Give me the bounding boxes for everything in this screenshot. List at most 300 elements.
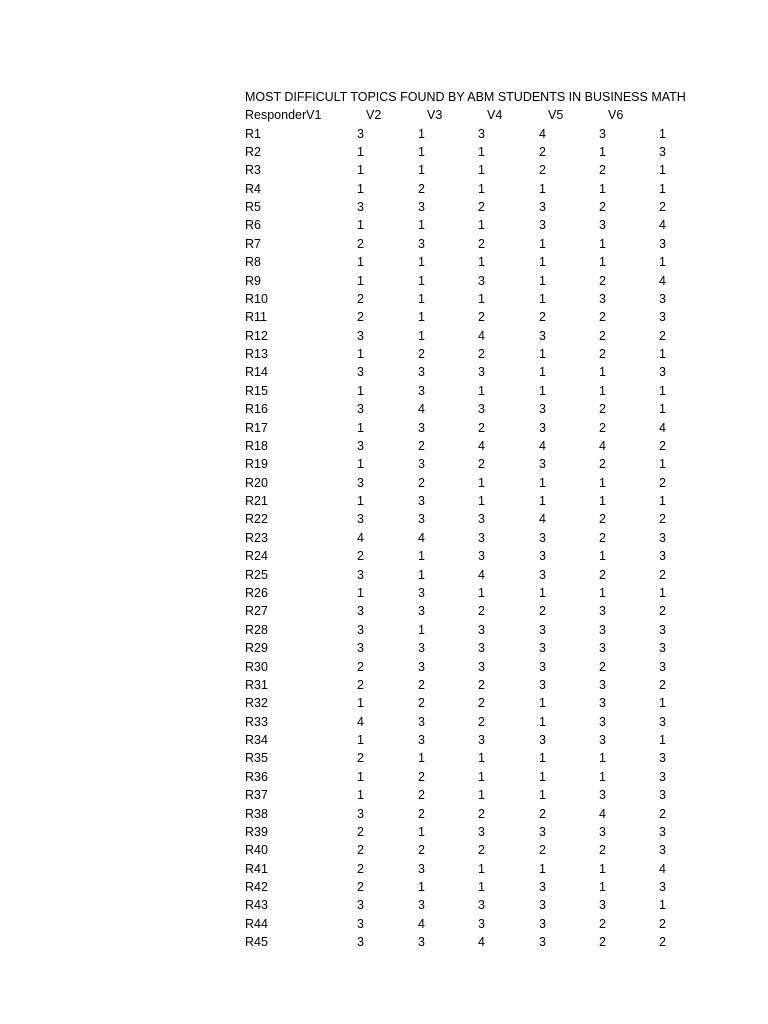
table-cell: 2	[478, 604, 485, 619]
table-cell: 1	[539, 861, 546, 876]
table-cell: 1	[539, 696, 546, 711]
table-cell: 3	[659, 641, 666, 656]
table-cell: 4	[357, 530, 364, 545]
table-cell: 1	[418, 255, 425, 270]
table-cell: 2	[599, 530, 606, 545]
table-cell: 3	[539, 567, 546, 582]
table-cell: 1	[659, 733, 666, 748]
table-cell: 1	[357, 733, 364, 748]
table-cell: 1	[539, 475, 546, 490]
table-cell: 2	[599, 935, 606, 950]
table-cell: 3	[357, 622, 364, 637]
table-cell: 1	[357, 586, 364, 600]
table-cell: 3	[599, 714, 606, 729]
row-label: R31	[245, 677, 268, 692]
row-label: R41	[245, 861, 268, 876]
table-cell: 4	[599, 806, 606, 821]
table-cell: 4	[599, 438, 606, 453]
row-label: R25	[245, 567, 268, 582]
table-cell: 2	[357, 843, 364, 858]
table-cell: 2	[418, 696, 425, 711]
table-cell: 1	[599, 861, 606, 876]
table-cell: 2	[418, 438, 425, 453]
table-cell: 2	[418, 806, 425, 821]
table-cell: 3	[478, 641, 485, 656]
table-cell: 3	[418, 420, 425, 435]
table-cell: 1	[539, 494, 546, 509]
row-label: R4	[245, 181, 261, 196]
table-cell: 2	[539, 310, 546, 325]
column-header: V4	[487, 108, 503, 122]
table-cell: 1	[357, 181, 364, 196]
table-cell: 2	[418, 181, 425, 196]
table-cell: 1	[418, 291, 425, 306]
sheet-title: MOST DIFFICULT TOPICS FOUND BY ABM STUDENTS IN BUSINESS MATH	[245, 90, 686, 104]
table-cell: 2	[478, 347, 485, 362]
table-cell: 2	[599, 843, 606, 858]
table-cell: 1	[418, 218, 425, 233]
table-cell: 2	[599, 916, 606, 931]
table-cell: 3	[599, 291, 606, 306]
table-cell: 3	[659, 291, 666, 306]
table-cell: 3	[539, 659, 546, 674]
table-cell: 3	[659, 530, 666, 545]
table-cell: 1	[539, 769, 546, 784]
table-cell: 3	[478, 916, 485, 931]
table-cell: 1	[599, 475, 606, 490]
table-cell: 4	[418, 402, 425, 417]
table-cell: 2	[599, 420, 606, 435]
row-label: R38	[245, 806, 268, 821]
table-cell: 3	[357, 512, 364, 527]
column-header: V5	[548, 108, 564, 122]
table-cell: 3	[539, 935, 546, 950]
table-cell: 1	[357, 144, 364, 159]
table-cell: 1	[418, 622, 425, 637]
table-cell: 3	[357, 328, 364, 343]
table-cell: 3	[357, 935, 364, 950]
table-cell: 3	[659, 365, 666, 380]
table-cell: 1	[478, 494, 485, 509]
table-cell: 3	[539, 530, 546, 545]
table-cell: 3	[659, 843, 666, 858]
table-cell: 2	[659, 438, 666, 453]
table-cell: 3	[599, 733, 606, 748]
table-cell: 1	[539, 788, 546, 803]
column-header: ResponderV1	[245, 108, 322, 122]
table-cell: 1	[599, 144, 606, 159]
table-cell: 2	[659, 567, 666, 582]
table-cell: 1	[659, 402, 666, 417]
table-cell: 3	[478, 126, 485, 141]
table-cell: 1	[478, 383, 485, 398]
row-label: R20	[245, 475, 268, 490]
table-cell: 3	[357, 916, 364, 931]
table-cell: 3	[659, 310, 666, 325]
table-cell: 3	[418, 236, 425, 251]
table-cell: 1	[659, 181, 666, 196]
row-label: R29	[245, 641, 268, 656]
table-cell: 3	[659, 549, 666, 564]
table-cell: 1	[599, 549, 606, 564]
table-cell: 1	[418, 567, 425, 582]
table-cell: 1	[539, 751, 546, 766]
table-cell: 3	[659, 236, 666, 251]
row-label: R10	[245, 291, 268, 306]
table-cell: 4	[539, 126, 546, 141]
table-cell: 2	[418, 788, 425, 803]
column-header: V3	[427, 108, 443, 122]
row-label: R39	[245, 824, 268, 839]
table-cell: 1	[357, 696, 364, 711]
table-cell: 4	[539, 438, 546, 453]
table-cell: 2	[478, 236, 485, 251]
table-cell: 1	[418, 880, 425, 895]
table-cell: 2	[357, 751, 364, 766]
row-label: R40	[245, 843, 268, 858]
table-cell: 1	[599, 236, 606, 251]
table-cell: 2	[599, 310, 606, 325]
row-label: R9	[245, 273, 261, 288]
table-cell: 3	[539, 733, 546, 748]
table-cell: 4	[659, 861, 666, 876]
table-cell: 2	[418, 769, 425, 784]
table-cell: 4	[418, 530, 425, 545]
table-cell: 1	[659, 494, 666, 509]
table-cell: 3	[539, 622, 546, 637]
table-cell: 1	[478, 163, 485, 178]
row-label: R36	[245, 769, 268, 784]
table-cell: 3	[539, 641, 546, 656]
table-cell: 1	[659, 163, 666, 178]
table-cell: 1	[357, 347, 364, 362]
table-cell: 3	[539, 402, 546, 417]
table-cell: 1	[418, 144, 425, 159]
row-label: R12	[245, 328, 268, 343]
table-cell: 3	[478, 365, 485, 380]
table-cell: 2	[659, 604, 666, 619]
table-cell: 1	[659, 696, 666, 711]
table-cell: 2	[659, 328, 666, 343]
table-cell: 3	[478, 733, 485, 748]
table-cell: 1	[357, 788, 364, 803]
row-label: R26	[245, 586, 268, 600]
table-cell: 1	[357, 769, 364, 784]
table-cell: 3	[357, 126, 364, 141]
table-cell: 3	[418, 365, 425, 380]
table-cell: 1	[418, 126, 425, 141]
table-cell: 2	[659, 677, 666, 692]
table-cell: 3	[418, 512, 425, 527]
table-cell: 1	[539, 365, 546, 380]
row-label: R45	[245, 935, 268, 950]
table-cell: 1	[539, 347, 546, 362]
table-cell: 1	[418, 824, 425, 839]
row-label: R3	[245, 163, 261, 178]
table-cell: 1	[659, 347, 666, 362]
table-cell: 3	[418, 383, 425, 398]
row-label: R21	[245, 494, 268, 509]
table-cell: 1	[418, 273, 425, 288]
table-cell: 2	[418, 347, 425, 362]
table-cell: 1	[659, 126, 666, 141]
table-cell: 3	[357, 806, 364, 821]
table-cell: 2	[357, 291, 364, 306]
row-label: R8	[245, 255, 261, 270]
table-cell: 2	[418, 677, 425, 692]
table-cell: 3	[418, 935, 425, 950]
row-label: R35	[245, 751, 268, 766]
table-cell: 1	[478, 475, 485, 490]
table-cell: 3	[418, 604, 425, 619]
table-cell: 3	[418, 714, 425, 729]
table-cell: 4	[659, 420, 666, 435]
table-cell: 3	[418, 733, 425, 748]
table-cell: 3	[539, 677, 546, 692]
row-label: R33	[245, 714, 268, 729]
table-cell: 2	[478, 714, 485, 729]
table-cell: 1	[599, 751, 606, 766]
table-cell: 3	[599, 622, 606, 637]
table-cell: 2	[357, 236, 364, 251]
row-label: R23	[245, 530, 268, 545]
table-cell: 1	[357, 383, 364, 398]
column-header: V2	[366, 108, 382, 122]
table-cell: 2	[599, 402, 606, 417]
row-label: R34	[245, 733, 268, 748]
table-cell: 1	[418, 310, 425, 325]
table-cell: 2	[599, 200, 606, 215]
table-cell: 1	[478, 880, 485, 895]
table-cell: 3	[418, 641, 425, 656]
table-cell: 3	[599, 824, 606, 839]
table-cell: 1	[599, 365, 606, 380]
table-cell: 2	[418, 475, 425, 490]
table-cell: 1	[539, 291, 546, 306]
table-cell: 3	[478, 549, 485, 564]
table-cell: 1	[357, 273, 364, 288]
table-cell: 1	[659, 383, 666, 398]
table-cell: 2	[478, 310, 485, 325]
table-cell: 3	[659, 622, 666, 637]
table-cell: 2	[478, 457, 485, 472]
table-cell: 1	[539, 255, 546, 270]
row-label: R15	[245, 383, 268, 398]
table-cell: 3	[539, 328, 546, 343]
table-cell: 1	[478, 751, 485, 766]
table-cell: 3	[539, 457, 546, 472]
table-cell: 2	[357, 549, 364, 564]
table-cell: 4	[539, 512, 546, 527]
table-cell: 2	[357, 659, 364, 674]
table-cell: 1	[357, 457, 364, 472]
table-cell: 3	[539, 420, 546, 435]
table-cell: 1	[599, 255, 606, 270]
table-cell: 1	[478, 218, 485, 233]
table-cell: 1	[599, 586, 606, 600]
table-cell: 2	[357, 310, 364, 325]
table-cell: 3	[357, 475, 364, 490]
table-cell: 3	[539, 916, 546, 931]
table-cell: 2	[659, 806, 666, 821]
table-cell: 1	[478, 861, 485, 876]
row-label: R17	[245, 420, 268, 435]
row-label: R32	[245, 696, 268, 711]
table-cell: 2	[478, 200, 485, 215]
table-cell: 1	[659, 586, 666, 600]
table-cell: 1	[418, 751, 425, 766]
table-cell: 3	[357, 898, 364, 913]
table-cell: 3	[599, 677, 606, 692]
table-cell: 3	[659, 824, 666, 839]
table-cell: 3	[599, 641, 606, 656]
table-cell: 3	[478, 402, 485, 417]
table-cell: 3	[599, 898, 606, 913]
table-cell: 3	[539, 880, 546, 895]
table-cell: 2	[599, 273, 606, 288]
table-cell: 1	[478, 181, 485, 196]
table-cell: 3	[539, 218, 546, 233]
row-label: R28	[245, 622, 268, 637]
table-cell: 3	[357, 200, 364, 215]
table-cell: 4	[478, 935, 485, 950]
table-cell: 3	[357, 438, 364, 453]
table-cell: 3	[478, 273, 485, 288]
table-cell: 1	[539, 273, 546, 288]
table-cell: 2	[478, 843, 485, 858]
table-cell: 3	[418, 861, 425, 876]
table-cell: 3	[418, 200, 425, 215]
row-label: R1	[245, 126, 261, 141]
table-cell: 3	[357, 604, 364, 619]
table-cell: 1	[357, 494, 364, 509]
table-cell: 3	[539, 824, 546, 839]
table-cell: 3	[478, 530, 485, 545]
row-label: R16	[245, 402, 268, 417]
table-cell: 2	[599, 659, 606, 674]
table-cell: 3	[659, 144, 666, 159]
row-label: R27	[245, 604, 268, 619]
table-cell: 1	[659, 255, 666, 270]
table-cell: 2	[539, 806, 546, 821]
row-label: R19	[245, 457, 268, 472]
table-cell: 3	[659, 788, 666, 803]
row-label: R44	[245, 916, 268, 931]
table-cell: 1	[659, 898, 666, 913]
table-cell: 1	[478, 255, 485, 270]
table-cell: 3	[659, 714, 666, 729]
table-cell: 1	[478, 291, 485, 306]
row-label: R11	[245, 310, 268, 325]
table-cell: 2	[478, 677, 485, 692]
table-cell: 2	[539, 843, 546, 858]
table-cell: 2	[659, 512, 666, 527]
table-cell: 2	[599, 512, 606, 527]
table-cell: 3	[478, 824, 485, 839]
table-cell: 3	[599, 696, 606, 711]
table-cell: 3	[659, 769, 666, 784]
table-cell: 3	[599, 604, 606, 619]
table-cell: 1	[599, 880, 606, 895]
row-label: R24	[245, 549, 268, 564]
table-cell: 1	[599, 181, 606, 196]
table-cell: 3	[357, 567, 364, 582]
table-cell: 3	[478, 659, 485, 674]
table-cell: 1	[539, 181, 546, 196]
table-cell: 2	[478, 806, 485, 821]
table-cell: 4	[478, 438, 485, 453]
table-cell: 2	[599, 457, 606, 472]
table-cell: 3	[418, 457, 425, 472]
table-cell: 1	[478, 586, 485, 600]
table-cell: 2	[539, 144, 546, 159]
table-cell: 1	[418, 163, 425, 178]
table-cell: 2	[659, 935, 666, 950]
row-label: R14	[245, 365, 268, 380]
table-cell: 1	[357, 218, 364, 233]
table-cell: 1	[478, 769, 485, 784]
table-cell: 1	[478, 788, 485, 803]
table-cell: 3	[478, 898, 485, 913]
table-cell: 1	[659, 457, 666, 472]
table-cell: 2	[599, 567, 606, 582]
table-cell: 1	[357, 163, 364, 178]
table-cell: 1	[478, 144, 485, 159]
table-cell: 4	[418, 916, 425, 931]
table-cell: 4	[659, 273, 666, 288]
table-cell: 1	[539, 383, 546, 398]
table-cell: 3	[659, 751, 666, 766]
table-cell: 3	[478, 622, 485, 637]
table-cell: 2	[357, 861, 364, 876]
table-cell: 2	[357, 824, 364, 839]
table-cell: 3	[357, 402, 364, 417]
table-cell: 3	[357, 641, 364, 656]
table-cell: 2	[659, 475, 666, 490]
row-label: R5	[245, 200, 261, 215]
row-label: R43	[245, 898, 268, 913]
table-cell: 1	[599, 494, 606, 509]
table-cell: 2	[478, 420, 485, 435]
table-cell: 4	[478, 328, 485, 343]
table-cell: 3	[599, 126, 606, 141]
table-cell: 3	[418, 494, 425, 509]
table-cell: 1	[599, 383, 606, 398]
table-cell: 3	[599, 788, 606, 803]
table-cell: 4	[478, 567, 485, 582]
table-cell: 2	[539, 163, 546, 178]
column-header: V6	[608, 108, 624, 122]
table-cell: 1	[539, 586, 546, 600]
row-label: R42	[245, 880, 268, 895]
row-label: R30	[245, 659, 268, 674]
table-cell: 2	[418, 843, 425, 858]
row-label: R7	[245, 236, 261, 251]
table-cell: 1	[357, 255, 364, 270]
table-cell: 3	[659, 880, 666, 895]
table-cell: 1	[357, 420, 364, 435]
table-cell: 2	[659, 916, 666, 931]
table-cell: 4	[659, 218, 666, 233]
table-cell: 2	[357, 880, 364, 895]
row-label: R37	[245, 788, 268, 803]
table-cell: 3	[539, 200, 546, 215]
row-label: R18	[245, 438, 268, 453]
table-cell: 2	[599, 347, 606, 362]
table-cell: 3	[599, 218, 606, 233]
table-cell: 3	[357, 365, 364, 380]
table-cell: 4	[357, 714, 364, 729]
